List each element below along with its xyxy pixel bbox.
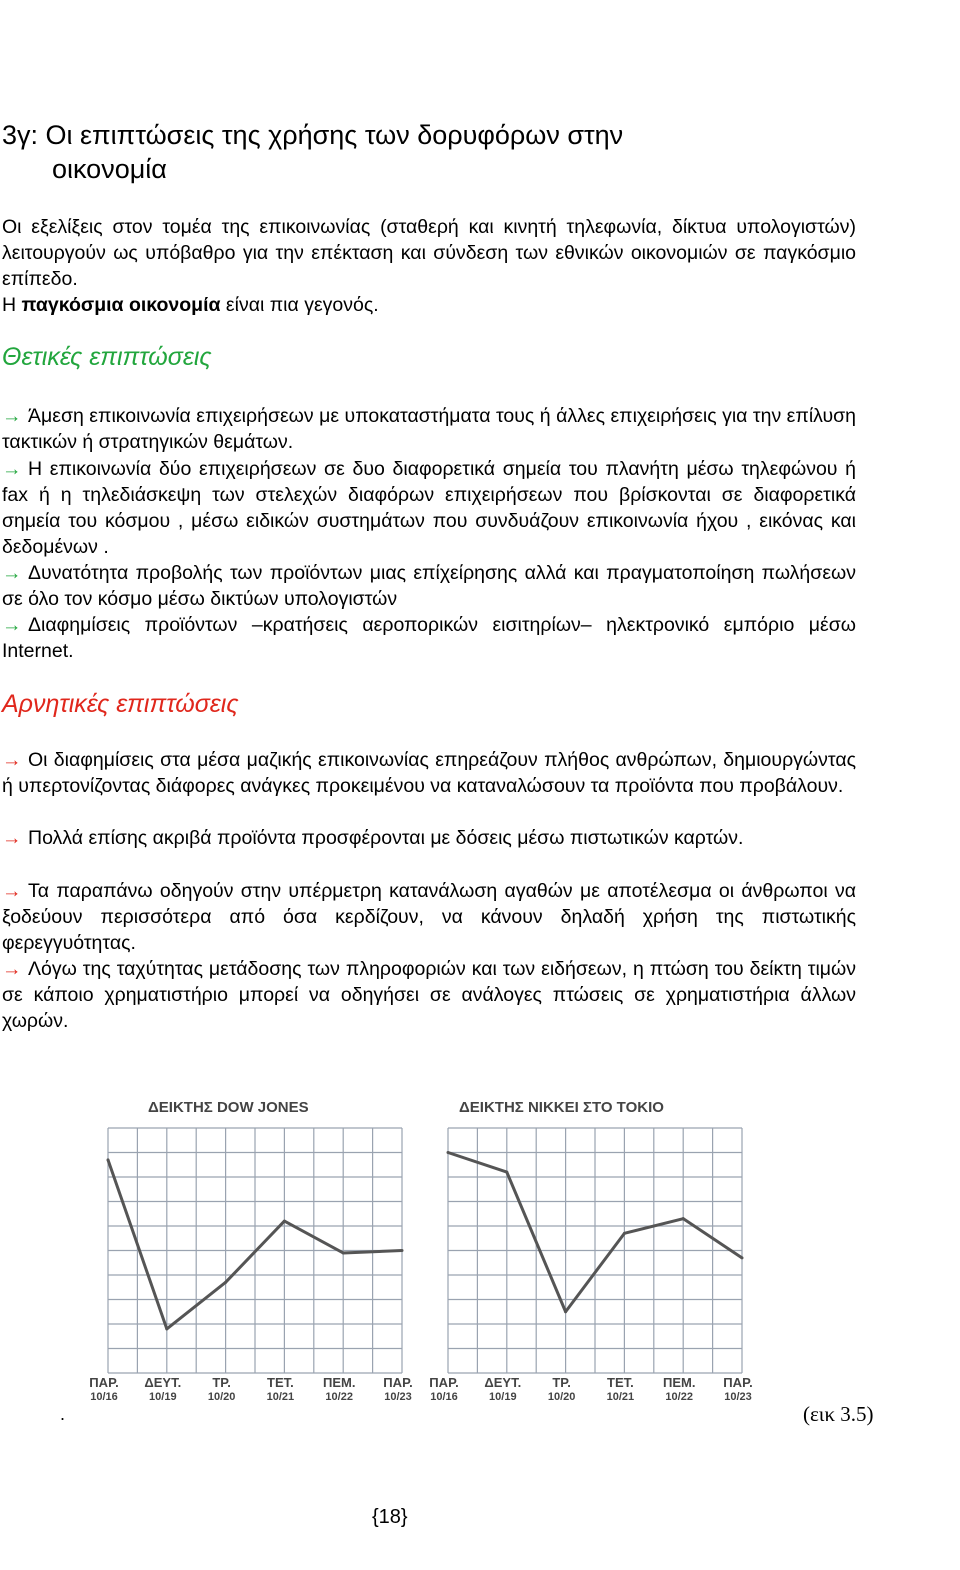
negative-item-text: Οι διαφημίσεις στα μέσα μαζικής επικοινωνίας επηρεάζουν πλήθος ανθρώπων, δημιουργώντας ή υπερτονίζοντας διάφορες ανάγκες προκειμένου να καταναλώσουν τα προϊόντα που προβάλουν. bbox=[2, 749, 856, 797]
intro-line2-prefix: Η bbox=[2, 294, 22, 316]
intro-paragraph bbox=[2, 214, 856, 318]
negative-item-1 bbox=[2, 747, 856, 799]
x-tick-label: ΠΑΡ. bbox=[429, 1375, 459, 1390]
x-tick-label: ΤΕΤ. bbox=[607, 1375, 634, 1390]
positive-item-text: Άμεση επικοινωνία επιχειρήσεων με υποκαταστήματα τους ή άλλες επιχειρήσεις για την επίλυση τακτικών ή στρατηγικών θεμάτων. bbox=[2, 405, 856, 453]
arrow-right-icon: → bbox=[2, 880, 22, 902]
intro-line2-bold: παγκόσμια οικονομία bbox=[21, 294, 221, 316]
x-tick-date: 10/22 bbox=[325, 1391, 353, 1403]
data-point bbox=[564, 1310, 567, 1313]
section-title bbox=[2, 118, 902, 186]
data-point bbox=[224, 1281, 227, 1284]
x-tick-label: ΠΕΜ. bbox=[662, 1375, 696, 1390]
x-tick-date: 10/23 bbox=[384, 1391, 412, 1403]
data-point bbox=[107, 1158, 110, 1161]
negative-item-text: Πολλά επίσης ακριβά προϊόντα προσφέρονται με δόσεις μέσω πιστωτικών καρτών. bbox=[28, 827, 744, 849]
positive-item-text: Διαφημίσεις προϊόντων –κρατήσεις αεροπορικών εισιτηρίων– ηλεκτρονικό εμπόριο μέσω Internet. bbox=[2, 614, 856, 662]
arrow-right-icon: → bbox=[2, 749, 22, 771]
x-tick-label: ΤΕΤ. bbox=[267, 1375, 294, 1390]
negative-heading: Αρνητικές επιπτώσεις bbox=[2, 690, 239, 718]
arrow-right-icon: → bbox=[2, 827, 22, 849]
stock-index-figure bbox=[66, 1083, 798, 1423]
charts-svg bbox=[66, 1083, 798, 1423]
positive-item-4 bbox=[2, 612, 856, 664]
arrow-right-icon: → bbox=[2, 458, 22, 480]
data-point bbox=[447, 1151, 450, 1154]
x-tick-date: 10/22 bbox=[665, 1391, 693, 1403]
arrow-right-icon: → bbox=[2, 614, 22, 636]
x-tick-label: ΤΡ. bbox=[212, 1375, 231, 1390]
page-number: {18} bbox=[372, 1506, 408, 1528]
figure-dot: . bbox=[60, 1404, 66, 1424]
positive-item-3 bbox=[2, 560, 856, 612]
x-tick-label: ΠΕΜ. bbox=[322, 1375, 356, 1390]
negative-item-2 bbox=[2, 825, 856, 851]
arrow-right-icon: → bbox=[2, 958, 22, 980]
chart-title: ΔΕΙΚΤΗΣ DOW JONES bbox=[148, 1099, 309, 1116]
x-tick-label: ΠΑΡ. bbox=[383, 1375, 413, 1390]
x-tick-date: 10/21 bbox=[606, 1391, 635, 1403]
positive-item-text: Δυνατότητα προβολής των προϊόντων μιας επίχείρησης αλλά και πραγματοποίηση πωλήσεων σε όλο τον κόσμο μέσω δικτύων υπολογιστών bbox=[2, 562, 856, 610]
x-tick-label: ΔΕΥΤ. bbox=[484, 1375, 522, 1390]
x-tick-date: 10/16 bbox=[90, 1391, 118, 1403]
x-tick-label: ΠΑΡ. bbox=[89, 1375, 119, 1390]
data-point bbox=[505, 1171, 508, 1174]
data-point bbox=[342, 1251, 345, 1254]
data-point bbox=[401, 1249, 404, 1252]
positive-heading: Θετικές επιπτώσεις bbox=[2, 343, 212, 371]
x-tick-date: 10/21 bbox=[266, 1391, 295, 1403]
x-tick-label: ΔΕΥΤ. bbox=[144, 1375, 182, 1390]
positive-item-text: Η επικοινωνία δύο επιχειρήσεων σε δυο διαφορετικά σημεία του πλανήτη μέσω τηλεφώνου ή fax ή η τηλεδιάσκεψη των στελεχών διαφόρων επιχειρήσεων που βρίσκονται σε διαφορετικά σημεία του κόσμου , μέσω ειδικών συστημάτων που συνδυάζουν επικοινωνία ήχου , εικόνας και δεδομένων . bbox=[2, 458, 856, 558]
data-point bbox=[682, 1217, 685, 1220]
x-tick-date: 10/19 bbox=[489, 1391, 517, 1403]
figure-caption: (εικ 3.5) bbox=[803, 1402, 874, 1426]
data-point bbox=[165, 1327, 168, 1330]
positive-item-1 bbox=[2, 403, 856, 455]
intro-line2-suffix: είναι πια γεγονός. bbox=[220, 294, 379, 316]
section-title-line2: οικονομία bbox=[52, 154, 167, 184]
x-tick-label: ΤΡ. bbox=[552, 1375, 571, 1390]
x-tick-label: ΠΑΡ. bbox=[723, 1375, 753, 1390]
positive-item-2 bbox=[2, 456, 856, 560]
data-point bbox=[283, 1220, 286, 1223]
intro-text: Οι εξελίξεις στον τομέα της επικοινωνίας (σταθερή και κινητή τηλεφωνία, δίκτυα υπολογιστών) λειτουργούν ως υπόβαθρο για την επέκταση και σύνδεση των εθνικών οικονομιών σε παγκόσμιο επίπεδο. bbox=[2, 216, 856, 290]
data-point bbox=[741, 1256, 744, 1259]
chart-title: ΔΕΙΚΤΗΣ NIKKEI ΣΤΟ ΤΟΚΙΟ bbox=[459, 1099, 664, 1116]
arrow-right-icon: → bbox=[2, 562, 22, 584]
arrow-right-icon: → bbox=[2, 405, 22, 427]
negative-item-4 bbox=[2, 956, 856, 1034]
x-tick-date: 10/20 bbox=[547, 1391, 576, 1403]
x-tick-date: 10/19 bbox=[149, 1391, 177, 1403]
negative-item-text: Τα παραπάνω οδηγούν στην υπέρμετρη κατανάλωση αγαθών με αποτέλεσμα οι άνθρωποι να ξοδεύουν περισσότερα από όσα κερδίζουν, να κάνουν δηλαδή χρήση της πιστωτικής φερεγγυότητας. bbox=[2, 880, 856, 954]
x-tick-date: 10/23 bbox=[724, 1391, 752, 1403]
x-tick-date: 10/20 bbox=[207, 1391, 236, 1403]
section-title-line1: 3γ: Οι επιπτώσεις της χρήσης των δορυφόρων στην bbox=[2, 120, 624, 150]
data-point bbox=[623, 1232, 626, 1235]
negative-item-3 bbox=[2, 878, 856, 956]
x-tick-date: 10/16 bbox=[430, 1391, 458, 1403]
negative-item-text: Λόγω της ταχύτητας μετάδοσης των πληροφοριών και των ειδήσεων, η πτώση του δείκτη τιμών σε κάποιο χρηματιστήριο μπορεί να οδηγήσει σε ανάλογες πτώσεις σε χρηματιστήρια άλλων χωρών. bbox=[2, 958, 856, 1032]
